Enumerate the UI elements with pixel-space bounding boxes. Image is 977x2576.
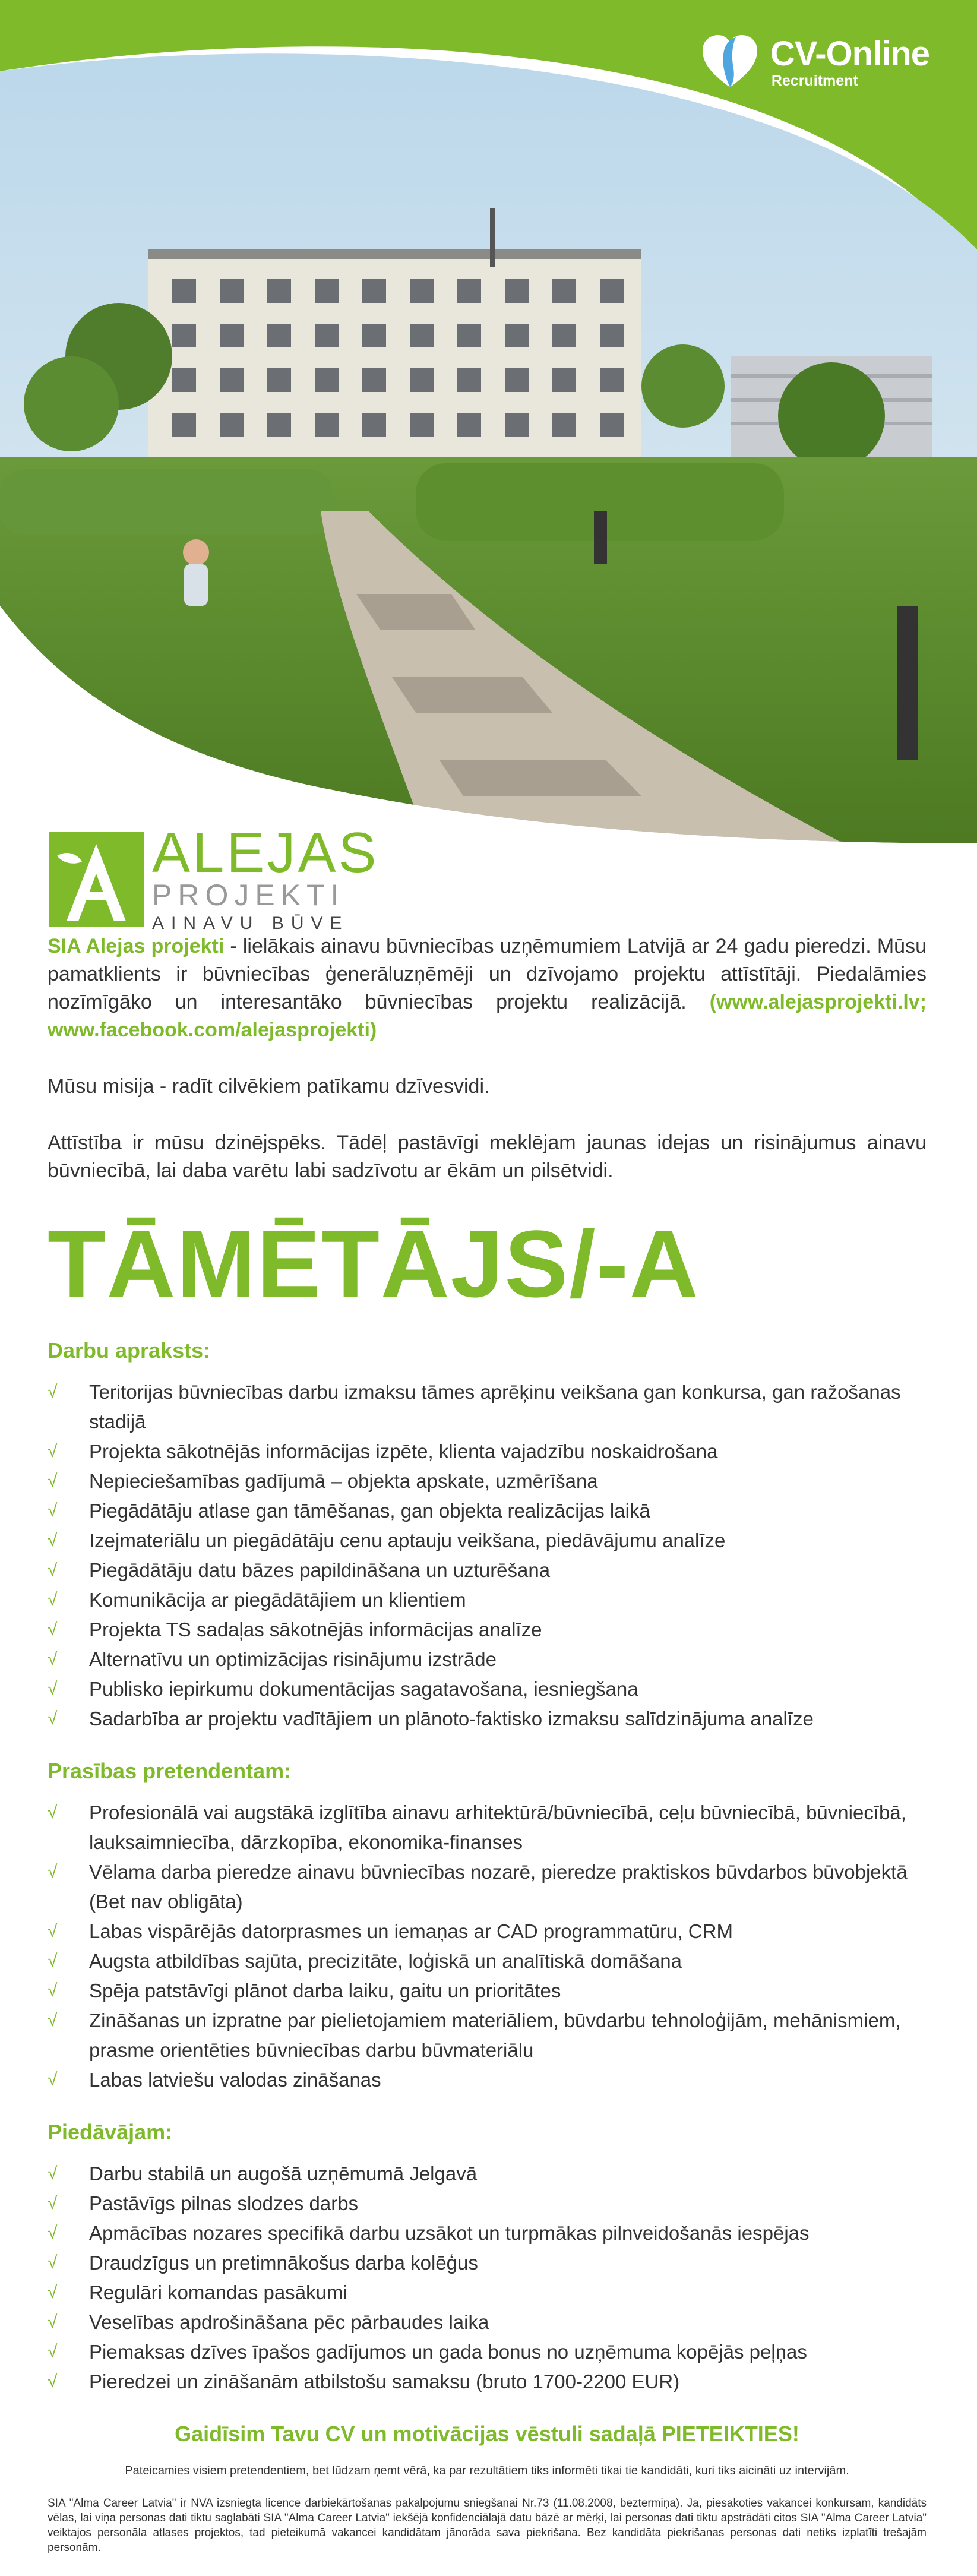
list-item-text: Labas latviešu valodas zināšanas (89, 2069, 381, 2091)
check-icon: √ (48, 2312, 58, 2332)
list-item-text: Veselības apdrošināšana pēc pārbaudes laika (89, 2311, 489, 2333)
check-icon: √ (48, 1382, 58, 1402)
brand-subtitle: Recruitment (771, 72, 858, 89)
list-item (48, 1615, 927, 1645)
list-item (48, 2189, 927, 2218)
development-text: Attīstība ir mūsu dzinējspēks. Tādēļ pastāvīgi meklējam jaunas idejas un risinājumus ainavu būvniecībā, lai daba varētu labi sadzīvotu ar ēkām un pilsētvidi. (48, 1131, 927, 1182)
list-item-text: Regulāri komandas pasākumi (89, 2281, 347, 2303)
check-icon: √ (48, 1862, 58, 1882)
duties-title: Darbu apraksts: (48, 1338, 211, 1363)
company-intro (48, 933, 927, 1044)
paren-close: ) (369, 1019, 377, 1041)
list-item (48, 2337, 927, 2367)
brand-name: CV-Online (770, 34, 929, 73)
list-item (48, 2006, 927, 2065)
job-title: TĀMĒTĀJS/-A (48, 1210, 700, 1317)
list-item (48, 1976, 927, 2006)
apply-call-to-action: Gaidīsim Tavu CV un motivācijas vēstuli sadaļā PIETEIKTIES! (175, 2422, 799, 2446)
website-link[interactable]: www.alejasprojekti.lv (716, 991, 920, 1013)
check-icon: √ (48, 1560, 58, 1580)
list-item (48, 2278, 927, 2308)
list-item (48, 1526, 927, 1556)
check-icon: √ (48, 1649, 58, 1669)
check-icon: √ (48, 1951, 58, 1971)
cv-online-heart-icon (700, 33, 760, 92)
list-item (48, 1377, 927, 1437)
list-item-text: Spēja patstāvīgi plānot darba laiku, gaitu un prioritātes (89, 1980, 561, 2002)
list-item (48, 1496, 927, 1526)
offer-list (48, 2159, 927, 2397)
list-item-text: Teritorijas būvniecības darbu izmaksu tāmes aprēķinu veikšana gan konkursa, gan ražošanas stadijā (89, 1381, 901, 1433)
list-item-text: Alternatīvu un optimizācijas risinājumu izstrāde (89, 1648, 497, 1670)
check-icon: √ (48, 2193, 58, 2213)
list-item (48, 2248, 927, 2278)
list-item-text: Profesionālā vai augstākā izglītība ainavu arhitektūrā/būvniecībā, ceļu būvniecībā, būvniecībā, lauksaimniecība, dārzkopība, ekonomika-finanses (89, 1801, 906, 1853)
check-icon: √ (48, 1442, 58, 1461)
check-icon: √ (48, 1709, 58, 1728)
list-item-text: Nepieciešamības gadījumā – objekta apskate, uzmērīšana (89, 1470, 598, 1492)
legal-notice: SIA "Alma Career Latvia" ir NVA izsniegta licence darbiekārtošanas pakalpojumu sniegšanai Nr.73 (11.08.2008, beztermiņa). Ja, piesakoties vakancei konkursam, kandidāts vēlas, lai viņa personas dati tiktu saglabāti SIA "Alma Career Latvia" iekšējā konfidenciālajā datu bāzē ar mērķi, lai personas dati tiktu apstrādāti citos SIA "Alma Career Latvia" veiktajos personāla atlases projektos, tad pieteikumā vakancei kandidātam jānorāda sava piekrišana. Bez kandidāta piekrišanas personas dati netiks izplatīti trešajām personām. (48, 2497, 927, 2554)
check-icon: √ (48, 1501, 58, 1521)
list-item-text: Projekta sākotnējās informācijas izpēte, klienta vajadzību noskaidrošana (89, 1440, 718, 1462)
list-item (48, 1585, 927, 1615)
list-item-text: Komunikācija ar piegādātājiem un klientiem (89, 1589, 466, 1611)
list-item-text: Sadarbība ar projektu vadītājiem un plānoto-faktisko izmaksu salīdzinājuma analīze (89, 1708, 814, 1730)
list-item (48, 2065, 927, 2095)
check-icon: √ (48, 1590, 58, 1610)
list-item-text: Projekta TS sadaļas sākotnējās informācijas analīze (89, 1619, 542, 1641)
list-item-text: Izejmateriālu un piegādātāju cenu aptauju veikšana, piedāvājumu analīze (89, 1529, 726, 1551)
list-item (48, 1917, 927, 1946)
list-item-text: Darbu stabilā un augošā uzņēmumā Jelgavā (89, 2163, 478, 2185)
hero-photo (0, 0, 977, 843)
check-icon: √ (48, 1803, 58, 1822)
paren-open: ( (709, 991, 717, 1013)
list-item (48, 1704, 927, 1734)
list-item (48, 1674, 927, 1704)
check-icon: √ (48, 2011, 58, 2030)
company-intro-text: - lielākais ainavu būvniecības uzņēmumiem Latvijā ar 24 gadu pieredzi. Mūsu pamatklients ir būvniecības ģenerāluzņēmēji un dzīvojamo projektu attīstītāji. Piedalāmies nozīmīgāko un interesantāko būvniecības projektu realizācijā. (48, 935, 927, 1013)
company-tagline: AINAVU BŪVE (152, 914, 349, 933)
company-name-line2: PROJEKTI (152, 878, 345, 912)
list-item-text: Piegādātāju atlase gan tāmēšanas, gan objekta realizācijas laikā (89, 1500, 650, 1522)
list-item-text: Apmācības nozares specifikā darbu uzsākot un turpmākas pilnveidošanās iespējas (89, 2222, 810, 2244)
check-icon: √ (48, 1620, 58, 1639)
thanks-note: Pateicamies visiem pretendentiem, bet lūdzam ņemt vērā, ka par rezultātiem tiks informēti tikai tie kandidāti, kuri tiks aicināti uz intervijām. (125, 2464, 849, 2477)
check-icon: √ (48, 2283, 58, 2302)
requirements-list (48, 1798, 927, 2095)
check-icon: √ (48, 1679, 58, 1699)
requirements-title: Prasības pretendentam: (48, 1759, 292, 1783)
list-item-text: Augsta atbildības sajūta, precizitāte, loģiskā un analītiskā domāšana (89, 1950, 682, 1972)
check-icon: √ (48, 1921, 58, 1941)
check-icon: √ (48, 1471, 58, 1491)
check-icon: √ (48, 2342, 58, 2362)
offer-title: Piedāvājam: (48, 2120, 173, 2144)
list-item-text: Piegādātāju datu bāzes papildināšana un uzturēšana (89, 1559, 551, 1581)
alejas-a-icon (49, 832, 144, 927)
list-item-text: Draudzīgus un pretimnākošus darba kolēģus (89, 2252, 478, 2274)
list-item (48, 1798, 927, 1857)
list-item (48, 2159, 927, 2189)
list-item-text: Pieredzei un zināšanām atbilstošu samaksu (bruto 1700-2200 EUR) (89, 2370, 680, 2392)
list-item (48, 1645, 927, 1674)
list-item (48, 1466, 927, 1496)
list-item (48, 1857, 927, 1917)
link-separator: ; (919, 991, 927, 1013)
alejas-projekti-logo (49, 821, 379, 934)
check-icon: √ (48, 2223, 58, 2243)
check-icon: √ (48, 2164, 58, 2183)
list-item-text: Piemaksas dzīves īpašos gadījumos un gada bonus no uzņēmuma kopējās peļņas (89, 2341, 807, 2363)
hero-banner (0, 0, 977, 843)
list-item (48, 1946, 927, 1976)
list-item-text: Pastāvīgs pilnas slodzes darbs (89, 2192, 359, 2214)
list-item (48, 2367, 927, 2397)
list-item-text: Publisko iepirkumu dokumentācijas sagatavošana, iesniegšana (89, 1678, 638, 1700)
facebook-link[interactable]: www.facebook.com/alejasprojekti (48, 1019, 370, 1041)
list-item-text: Vēlama darba pieredze ainavu būvniecības nozarē, pieredze praktiskos būvdarbos būvobjektā (Bet nav obligāta) (89, 1861, 908, 1913)
check-icon: √ (48, 2070, 58, 2090)
duties-list (48, 1377, 927, 1734)
list-item (48, 1556, 927, 1585)
check-icon: √ (48, 1531, 58, 1550)
company-name-line1: ALEJAS (152, 821, 379, 884)
list-item-text: Labas vispārējās datorprasmes un iemaņas ar CAD programmatūru, CRM (89, 1920, 733, 1942)
list-item (48, 2308, 927, 2337)
list-item (48, 2218, 927, 2248)
check-icon: √ (48, 2253, 58, 2272)
check-icon: √ (48, 1981, 58, 2000)
cv-online-logo (700, 33, 929, 92)
check-icon: √ (48, 2372, 58, 2391)
list-item-text: Zināšanas un izpratne par pielietojamiem materiāliem, būvdarbu tehnoloģijām, mehānismiem, prasme orientēties būvniecības darbu būvmateriālu (89, 2009, 901, 2061)
list-item (48, 1437, 927, 1466)
job-ad-content (48, 933, 927, 2555)
mission-text: Mūsu misija - radīt cilvēkiem patīkamu dzīvesvidi. (48, 1075, 490, 1098)
company-intro-name: SIA Alejas projekti (48, 935, 225, 957)
